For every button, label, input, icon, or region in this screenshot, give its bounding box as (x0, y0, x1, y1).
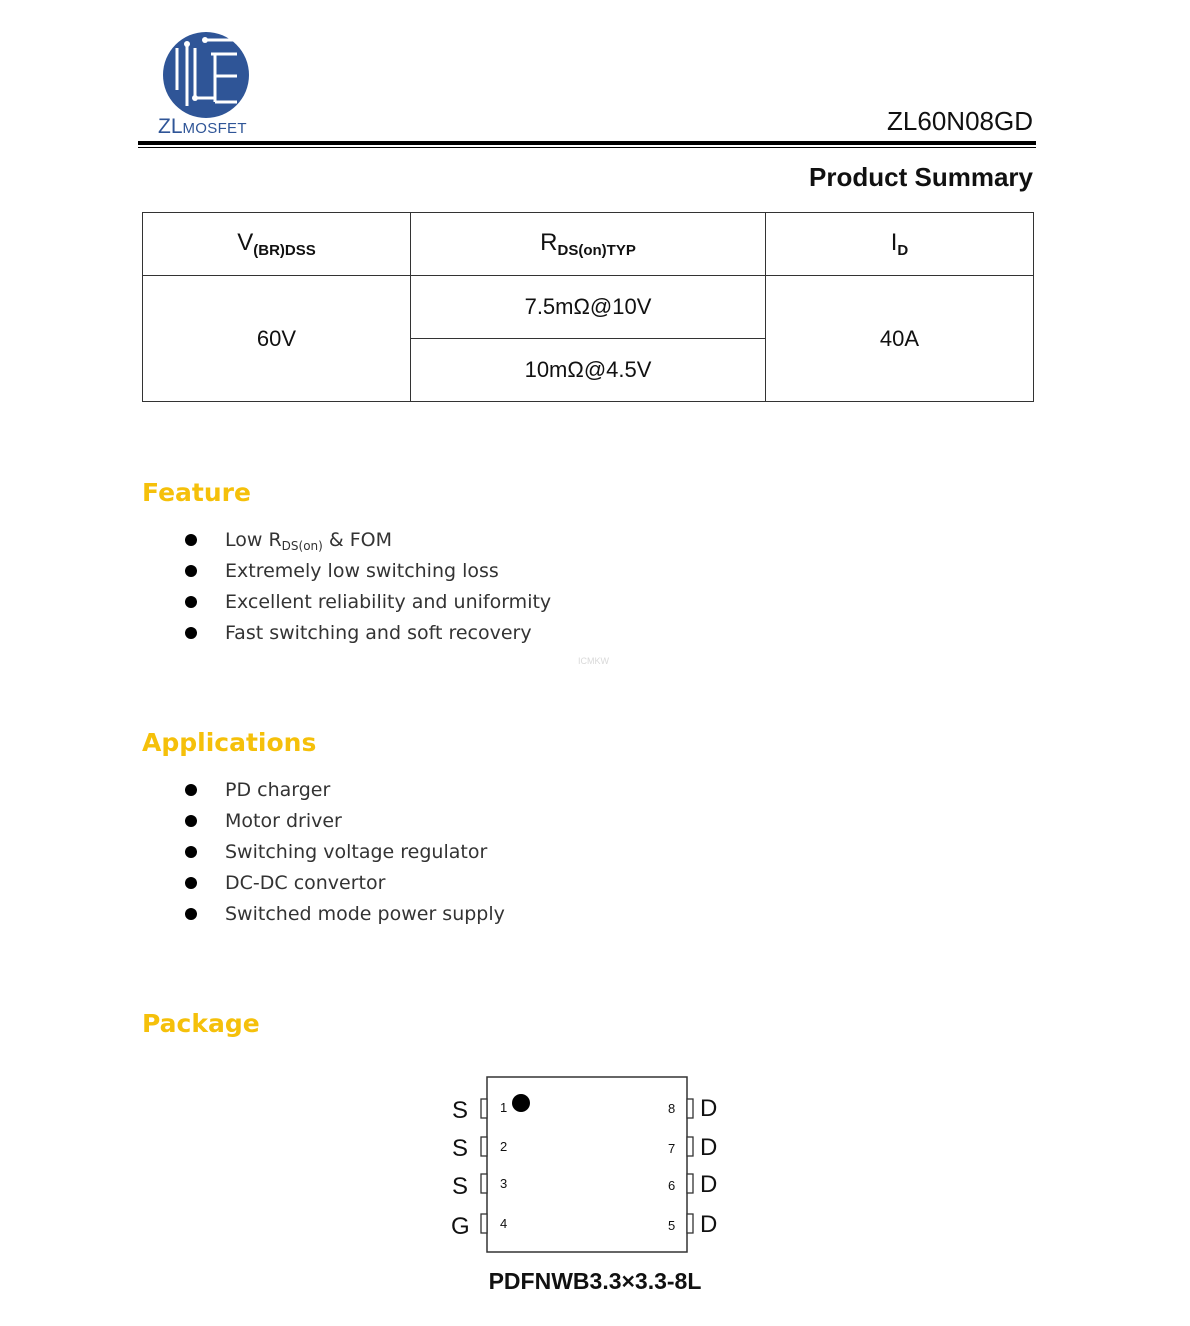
applications-title: Applications (142, 728, 317, 757)
list-item (183, 587, 551, 618)
product-summary-table (142, 212, 1034, 402)
logo-text-big: ZL (158, 115, 183, 138)
header-rule-thin (138, 147, 1036, 148)
product-summary-title: Product Summary (809, 162, 1033, 192)
list-item (183, 837, 505, 868)
feature-item-1-suffix: & FOM (322, 529, 393, 551)
bullet-icon (185, 534, 197, 546)
application-item: PD charger (225, 779, 331, 801)
feature-item-1-prefix: Low R (225, 529, 282, 551)
pin-letter: G (451, 1213, 470, 1240)
header-rule-thick (138, 141, 1036, 145)
pin-letter: D (700, 1134, 718, 1161)
feature-item: Excellent reliability and uniformity (225, 591, 552, 613)
application-item: DC-DC convertor (225, 872, 386, 894)
logo-wordmark (158, 115, 247, 139)
list-item (183, 868, 505, 899)
list-item (183, 618, 551, 649)
package-pinout-diagram (440, 1068, 740, 1268)
part-number: ZL60N08GD (887, 106, 1033, 136)
pin-number: 7 (668, 1141, 676, 1156)
pin-number: 4 (500, 1216, 508, 1231)
pin-number: 3 (500, 1176, 508, 1191)
bullet-icon (185, 877, 197, 889)
list-item (183, 806, 505, 837)
feature-item-1-sub: DS(on) (281, 539, 323, 553)
table-row (143, 276, 1034, 339)
header-rdson-main: R (540, 229, 558, 256)
pin-letter: D (700, 1095, 718, 1122)
pin-number: 8 (668, 1101, 676, 1116)
value-rdson-4v5: 10mΩ@4.5V (411, 339, 766, 402)
pin-letter: S (452, 1173, 469, 1200)
header-rdson-sub: DS(on)TYP (557, 242, 636, 259)
feature-item: Fast switching and soft recovery (225, 622, 532, 644)
header-vbrdss-main: V (237, 229, 254, 256)
logo-text-small: MOSFET (182, 120, 247, 137)
applications-list (183, 775, 505, 930)
pin-number: 1 (500, 1100, 508, 1115)
application-item: Switching voltage regulator (225, 841, 488, 863)
header-id-main: I (890, 229, 898, 256)
pin-number: 2 (500, 1139, 508, 1154)
pin-letter: S (452, 1135, 469, 1162)
pin1-marker-icon (512, 1094, 530, 1112)
watermark: ICMKW (578, 656, 609, 666)
header-id-sub: D (897, 242, 909, 259)
bullet-icon (185, 846, 197, 858)
list-item (183, 899, 505, 930)
package-title: Package (142, 1009, 260, 1038)
bullet-icon (185, 908, 197, 920)
feature-title: Feature (142, 478, 251, 507)
bullet-icon (185, 565, 197, 577)
header-vbrdss (143, 213, 411, 276)
value-vdss: 60V (143, 276, 411, 402)
feature-list (183, 525, 551, 649)
pin-letter: S (452, 1097, 469, 1124)
bullet-icon (185, 784, 197, 796)
value-rdson-10v: 7.5mΩ@10V (411, 276, 766, 339)
pin-number: 6 (668, 1178, 676, 1193)
package-name: PDFNWB3.3×3.3-8L (488, 1268, 702, 1294)
list-item (183, 525, 551, 556)
bullet-icon (185, 815, 197, 827)
application-item: Switched mode power supply (225, 903, 505, 925)
pin-letter: D (700, 1171, 718, 1198)
pin-letter: D (700, 1211, 718, 1238)
list-item (183, 775, 505, 806)
list-item (183, 556, 551, 587)
bullet-icon (185, 596, 197, 608)
application-item: Motor driver (225, 810, 342, 832)
table-header-row (143, 213, 1034, 276)
feature-item: Extremely low switching loss (225, 560, 499, 582)
header-vbrdss-sub: (BR)DSS (253, 242, 316, 259)
bullet-icon (185, 627, 197, 639)
header-id (766, 213, 1034, 276)
pin-number: 5 (668, 1218, 676, 1233)
header-rdson (411, 213, 766, 276)
value-id: 40A (766, 276, 1034, 402)
